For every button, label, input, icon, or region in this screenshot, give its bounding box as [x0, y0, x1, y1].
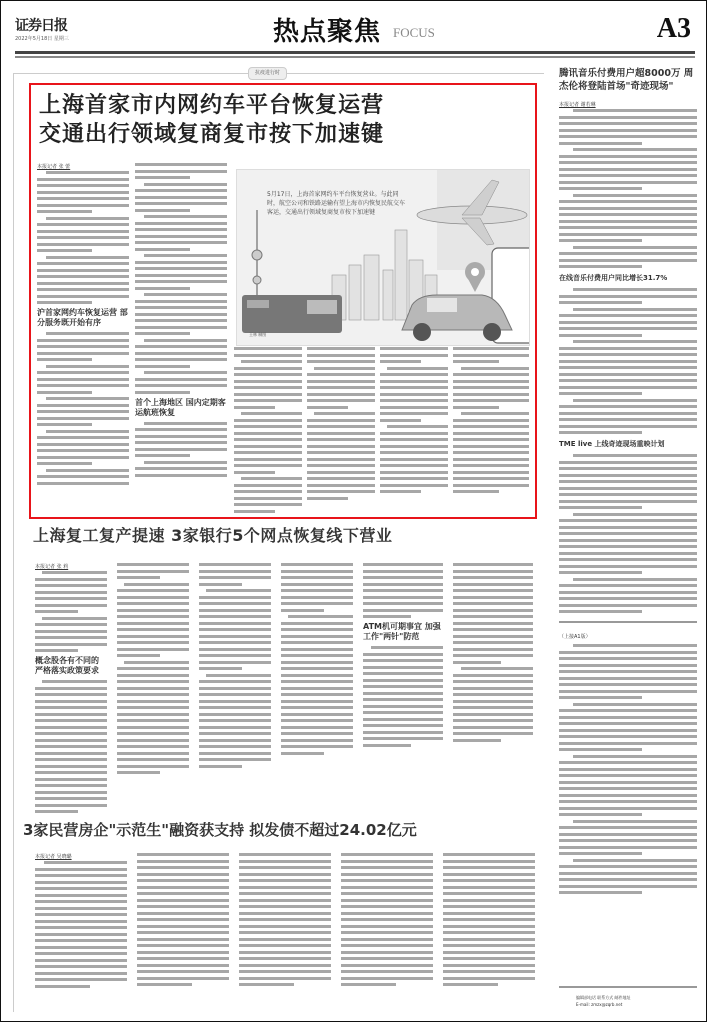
sidebar-byline: 本报记者 谢若琳 [559, 102, 596, 108]
section-title-english: FOCUS [393, 25, 435, 40]
article2-headline[interactable]: 上海复工复产提速 3家银行5个网点恢复线下营业 [33, 526, 393, 545]
article2-column-6 [453, 563, 533, 745]
article2-subhead-2: ATM机可期事宜 加强工作"两针"防范 [363, 622, 441, 641]
page-footer [576, 994, 691, 1008]
feature-column-5 [380, 347, 448, 497]
column-tag: 抗疫进行时 [248, 67, 287, 80]
footer-line-1: 编辑部电话 联系方式 邮件地址 [576, 995, 631, 1000]
illustration-caption: 5月17日，上海首家网约车平台恢复营业。与此同时，航空公司和铁路运输有望上海市内恢复民航交车客运，交通出行领域复商复市按下加速键 [267, 191, 406, 216]
sidebar-subhead-1: 在线音乐付费用户同比增长31.7% [559, 274, 668, 282]
article2-byline: 本报记者 张 莉 [35, 564, 69, 570]
article2-column-1 [35, 563, 107, 817]
feature-column-1 [37, 163, 129, 488]
footer-line-2: E-mail: zmzx@zqrb.net [576, 1002, 623, 1007]
article2-subhead-1: 概念股各有不同的 严格落实政策要求 [35, 656, 99, 675]
feature-illustration [236, 169, 530, 346]
feature-column-3 [234, 347, 302, 516]
dateline: 2022年5月18日 星期三 [15, 36, 69, 42]
article3-column-4 [341, 853, 433, 990]
article3-column-1 [35, 853, 127, 991]
article2-column-3 [199, 563, 271, 771]
masthead [15, 11, 695, 51]
article3-headline[interactable]: 3家民营房企"示范生"融资获支持 拟发债不超过24.02亿元 [23, 821, 417, 839]
feature-headline-line1: 上海首家市内网约车平台恢复运营 [39, 93, 385, 118]
article3-column-5 [443, 853, 535, 990]
sidebar-divider [559, 621, 697, 623]
section-title: 热点聚焦 [273, 17, 382, 47]
feature-headline [39, 91, 384, 149]
feature-column-4 [307, 347, 375, 503]
page-number: A3 [656, 13, 691, 44]
feature-column-6 [453, 347, 529, 497]
sidebar-headline[interactable]: 腾讯音乐付费用户超8000万 周杰伦将登陆首场"奇迹现场" [559, 68, 694, 92]
article2-column-2 [117, 563, 189, 778]
feature-subhead-2: 首个上海地区 国内定期客运航班恢复 [135, 397, 226, 417]
sidebar-continued-note: （上接A1版） [559, 634, 591, 640]
masthead-rule [15, 51, 695, 54]
newspaper-logo: 证券日报 [15, 18, 67, 34]
footer-rule [559, 986, 697, 988]
article3-column-2 [137, 853, 229, 990]
article3-column-3 [239, 853, 331, 990]
feature-byline: 本报记者 张 蕾 [37, 164, 71, 170]
article3-byline: 本报记者 吴晓璐 [35, 854, 72, 860]
article2-column-4 [281, 563, 353, 758]
feature-subhead-1: 沪首家网约车恢复运营 部分服务既开始有序 [37, 308, 128, 327]
sidebar-subhead-2: TME live 上线奇迹现场重映计划 [559, 440, 665, 448]
right-sidebar [559, 67, 697, 898]
masthead-rule-thin [15, 56, 695, 58]
article2-column-5 [363, 563, 443, 750]
feature-headline-line2: 交通出行领域复商复市按下加速键 [39, 122, 385, 147]
illustration-credit: 王林 制图 [249, 332, 267, 337]
feature-column-2 [135, 163, 227, 480]
